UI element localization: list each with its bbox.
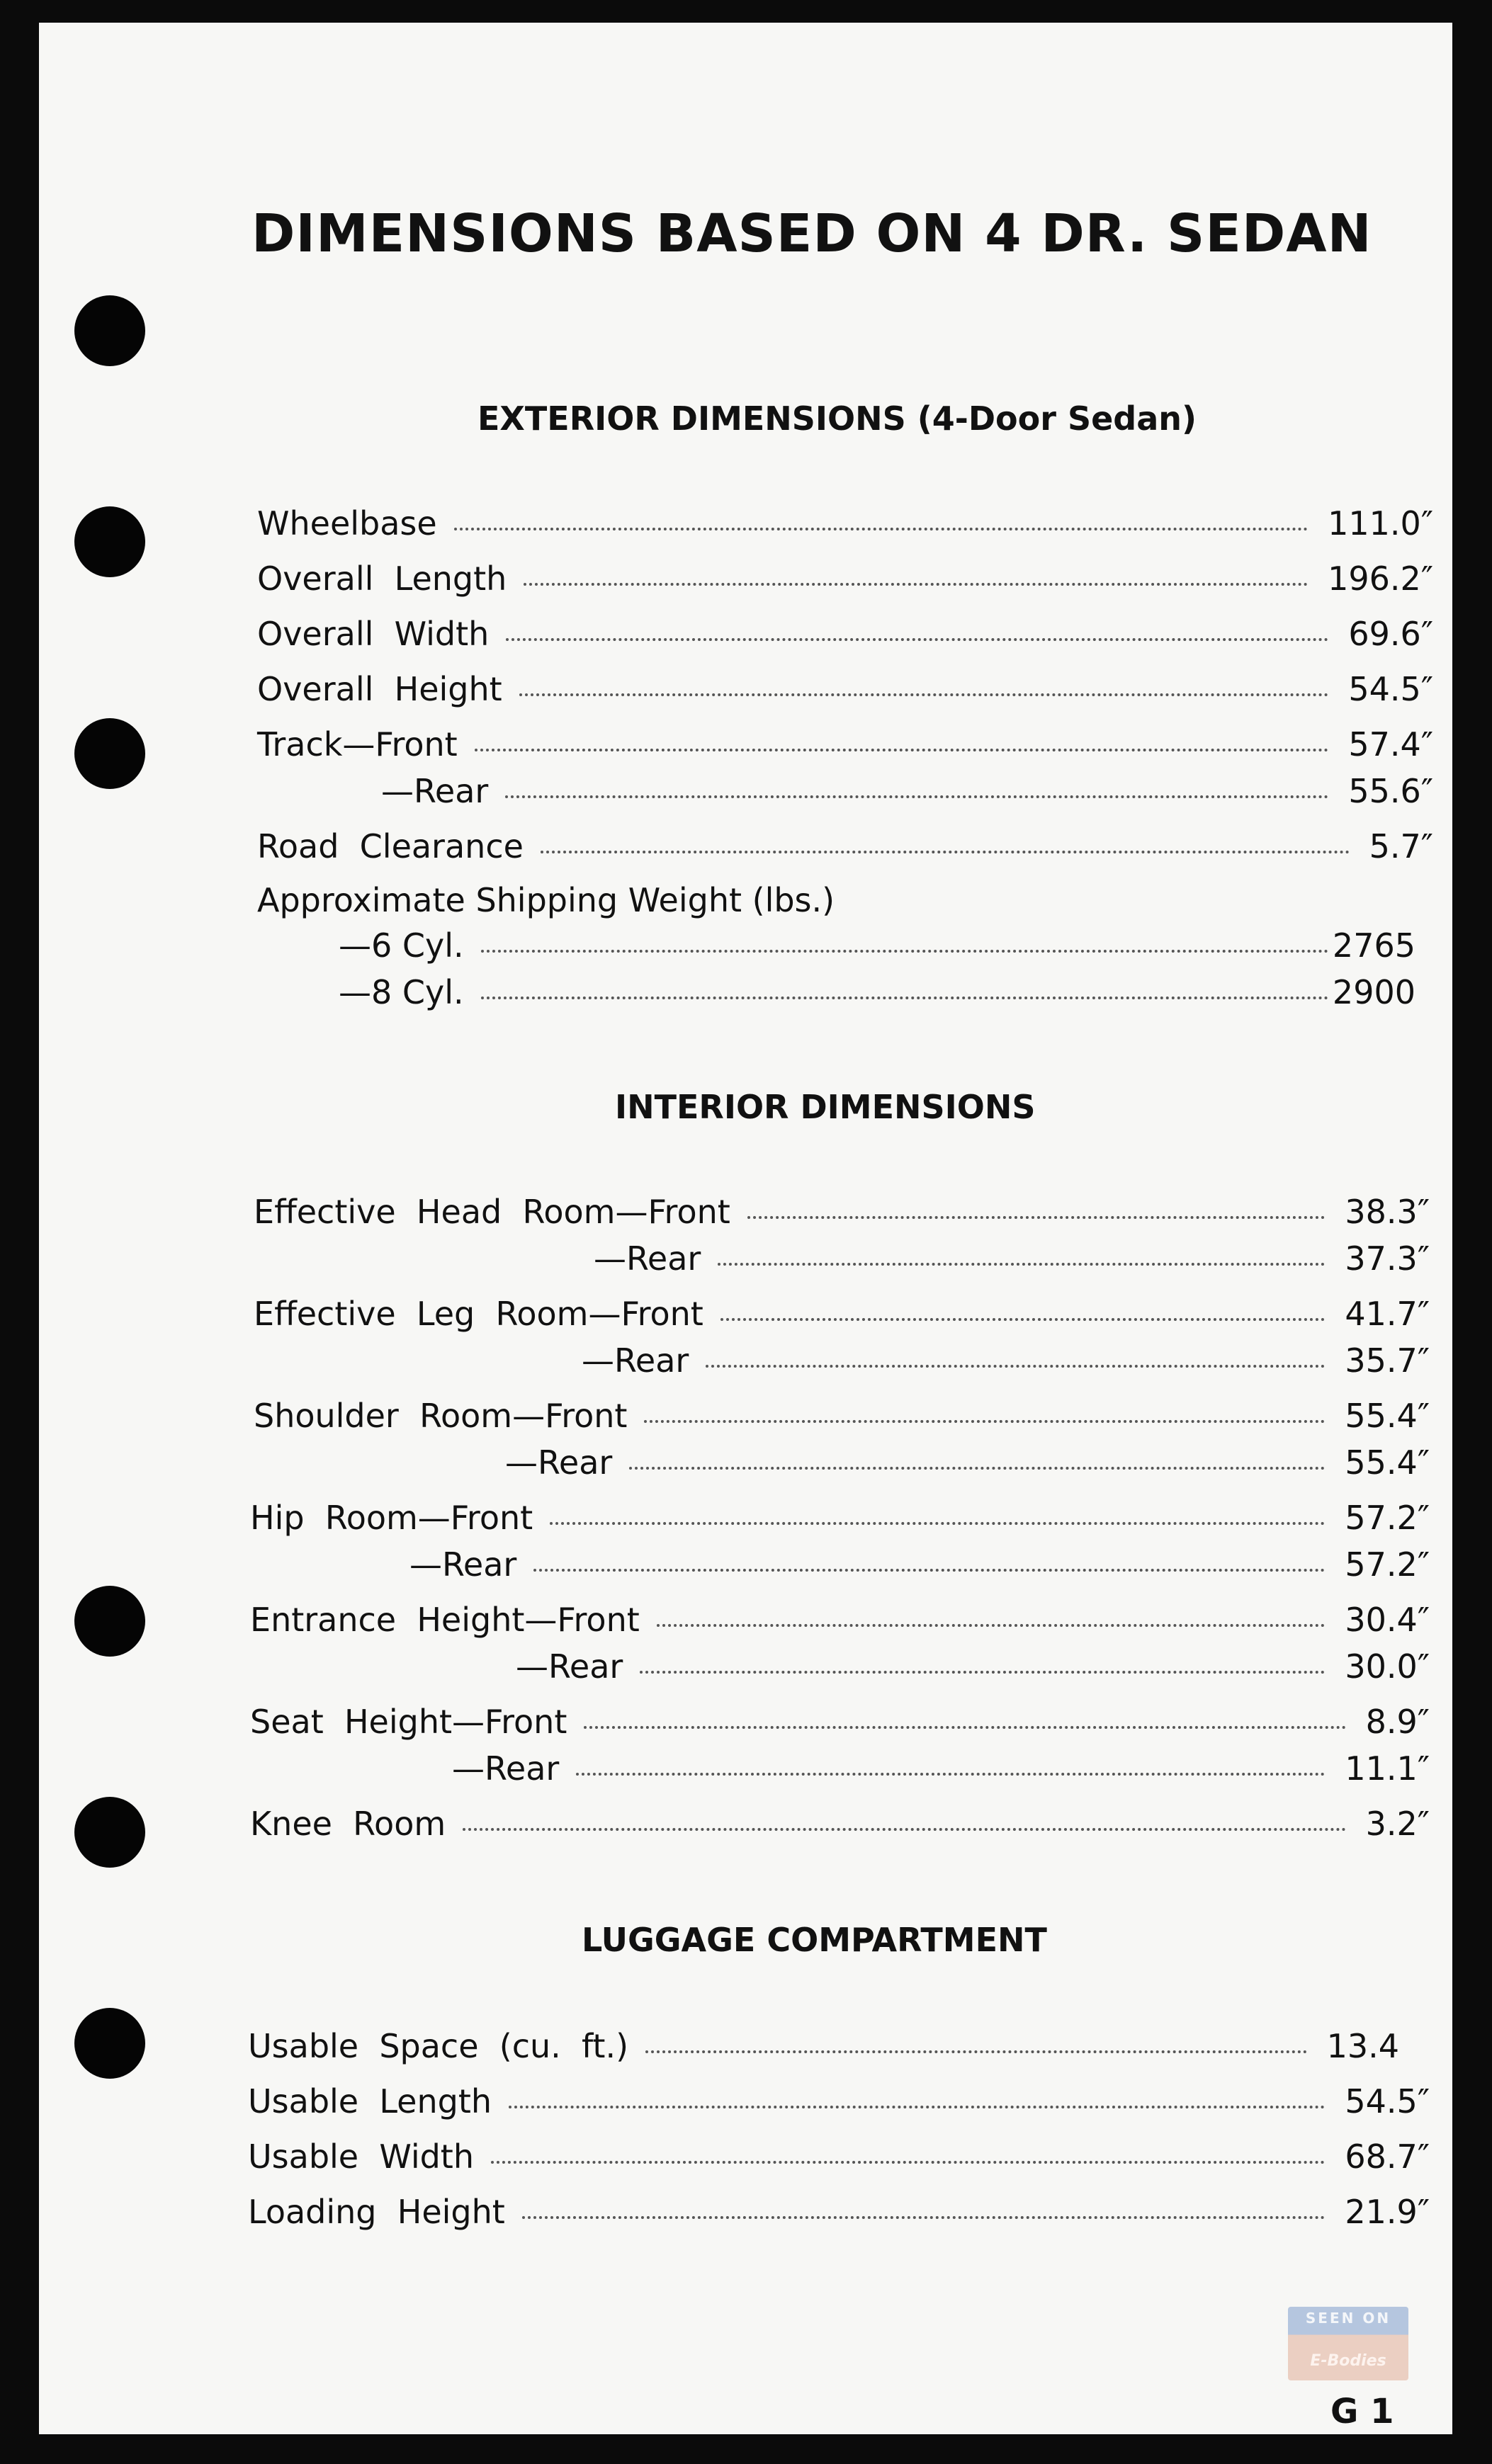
row-label: Seat Height—Front [250,1703,567,1741]
document-page [39,23,1452,2434]
table-row [257,615,1433,657]
row-value: 11.1″ [1345,1749,1430,1788]
punch-hole [74,718,145,789]
dot-leader [533,1569,1325,1572]
dot-leader [454,528,1308,530]
table-row [254,1193,1430,1235]
row-label: Overall Width [257,615,490,653]
table-row [257,670,1433,712]
row-label: —Rear [381,772,489,810]
row-value: 55.6″ [1348,772,1433,810]
luggage-heading: LUGGAGE COMPARTMENT [582,1921,1047,1959]
dot-leader [541,851,1350,853]
dot-leader [463,1828,1345,1831]
row-value: 8.9″ [1365,1703,1430,1741]
shipping-weight-label: Approximate Shipping Weight (lbs.) [257,881,835,919]
row-value: 2765 [1332,926,1415,965]
dot-leader [720,1318,1326,1321]
row-value: 3.2″ [1365,1805,1430,1843]
row-value: 196.2″ [1328,560,1433,598]
watermark-badge [1288,2307,1408,2380]
table-row [254,1295,1430,1337]
table-row [257,827,1433,870]
table-row [505,1443,1430,1486]
table-row [582,1341,1430,1384]
table-row [594,1239,1430,1282]
dot-leader [475,749,1329,751]
interior-heading: INTERIOR DIMENSIONS [615,1088,1036,1126]
row-value: 35.7″ [1345,1341,1430,1380]
table-row [248,2193,1430,2235]
dot-leader [640,1671,1325,1674]
row-label: Hip Room—Front [250,1499,533,1537]
row-value: 37.3″ [1345,1239,1430,1278]
row-value: 5.7″ [1369,827,1433,865]
row-label: —6 Cyl. [339,926,464,965]
exterior-heading: EXTERIOR DIMENSIONS (4-Door Sedan) [477,399,1197,438]
row-value: 55.4″ [1345,1397,1430,1435]
dot-leader [509,2106,1325,2108]
row-label: —Rear [505,1443,613,1482]
dot-leader [644,1420,1325,1423]
row-label: Effective Head Room—Front [254,1193,730,1231]
row-label: —Rear [582,1341,689,1380]
badge-line-2: E-Bodies [1310,2352,1386,2370]
table-row [257,725,1433,768]
table-row [248,2137,1430,2180]
table-row [452,1749,1430,1792]
row-value: 68.7″ [1345,2137,1430,2176]
punch-hole [74,1797,145,1868]
dot-leader [576,1773,1325,1776]
row-label: Road Clearance [257,827,524,865]
table-row [250,1499,1430,1541]
row-value: 54.5″ [1345,2082,1430,2120]
row-label: —Rear [594,1239,701,1278]
row-label: Loading Height [248,2193,505,2231]
row-label: Usable Length [248,2082,492,2120]
table-row [257,504,1433,547]
row-value: 30.4″ [1345,1601,1430,1639]
row-label: Overall Length [257,560,507,598]
row-label: Usable Width [248,2137,474,2176]
dot-leader [747,1216,1326,1219]
dot-leader [657,1624,1326,1627]
dot-leader [522,2216,1326,2219]
row-value: 57.4″ [1348,725,1433,763]
row-value: 55.4″ [1345,1443,1430,1482]
dot-leader [645,2050,1307,2053]
table-row [250,1601,1430,1643]
punch-hole [74,506,145,577]
row-label: —8 Cyl. [339,973,464,1011]
table-row [409,1545,1430,1588]
row-value: 54.5″ [1348,670,1433,708]
row-label: —Rear [516,1647,623,1686]
row-value: 21.9″ [1345,2193,1430,2231]
row-label: —Rear [409,1545,517,1584]
row-value: 69.6″ [1348,615,1433,653]
row-value: 30.0″ [1345,1647,1430,1686]
table-row [381,772,1433,814]
dot-leader [524,583,1308,586]
row-label: Knee Room [250,1805,446,1843]
row-label: Wheelbase [257,504,437,543]
row-label: Overall Height [257,670,502,708]
row-label: Entrance Height—Front [250,1601,640,1639]
dot-leader [629,1467,1325,1470]
row-value: 57.2″ [1345,1545,1430,1584]
dot-leader [718,1263,1325,1266]
table-row [248,2027,1399,2070]
row-value: 41.7″ [1345,1295,1430,1333]
table-row [339,926,1415,969]
row-label: Shoulder Room—Front [254,1397,628,1435]
badge-line-1: SEEN ON [1305,2310,1391,2327]
dot-leader [506,638,1328,641]
row-label: —Rear [452,1749,560,1788]
punch-hole [74,1586,145,1657]
row-label: Track—Front [257,725,458,763]
row-label: Effective Leg Room—Front [254,1295,703,1333]
dot-leader [481,997,1328,999]
table-row [254,1397,1430,1439]
dot-leader [584,1726,1345,1729]
table-row [257,560,1433,602]
dot-leader [706,1365,1325,1368]
row-value: 2900 [1332,973,1415,1011]
dot-leader [519,693,1329,696]
table-row [250,1805,1430,1847]
table-row [248,2082,1430,2125]
dot-leader [550,1522,1325,1525]
table-row [339,973,1415,1016]
table-row [250,1703,1430,1745]
punch-hole [74,2008,145,2079]
row-value: 13.4 [1326,2027,1399,2065]
row-value: 38.3″ [1345,1193,1430,1231]
table-row [516,1647,1430,1690]
dot-leader [491,2161,1325,2164]
row-value: 57.2″ [1345,1499,1430,1537]
row-value: 111.0″ [1328,504,1433,543]
dot-leader [481,950,1328,953]
punch-hole [74,295,145,366]
dot-leader [505,795,1328,798]
page-title: DIMENSIONS BASED ON 4 DR. SEDAN [252,203,1372,264]
page-number: G 1 [1330,2392,1394,2431]
row-label: Usable Space (cu. ft.) [248,2027,629,2065]
